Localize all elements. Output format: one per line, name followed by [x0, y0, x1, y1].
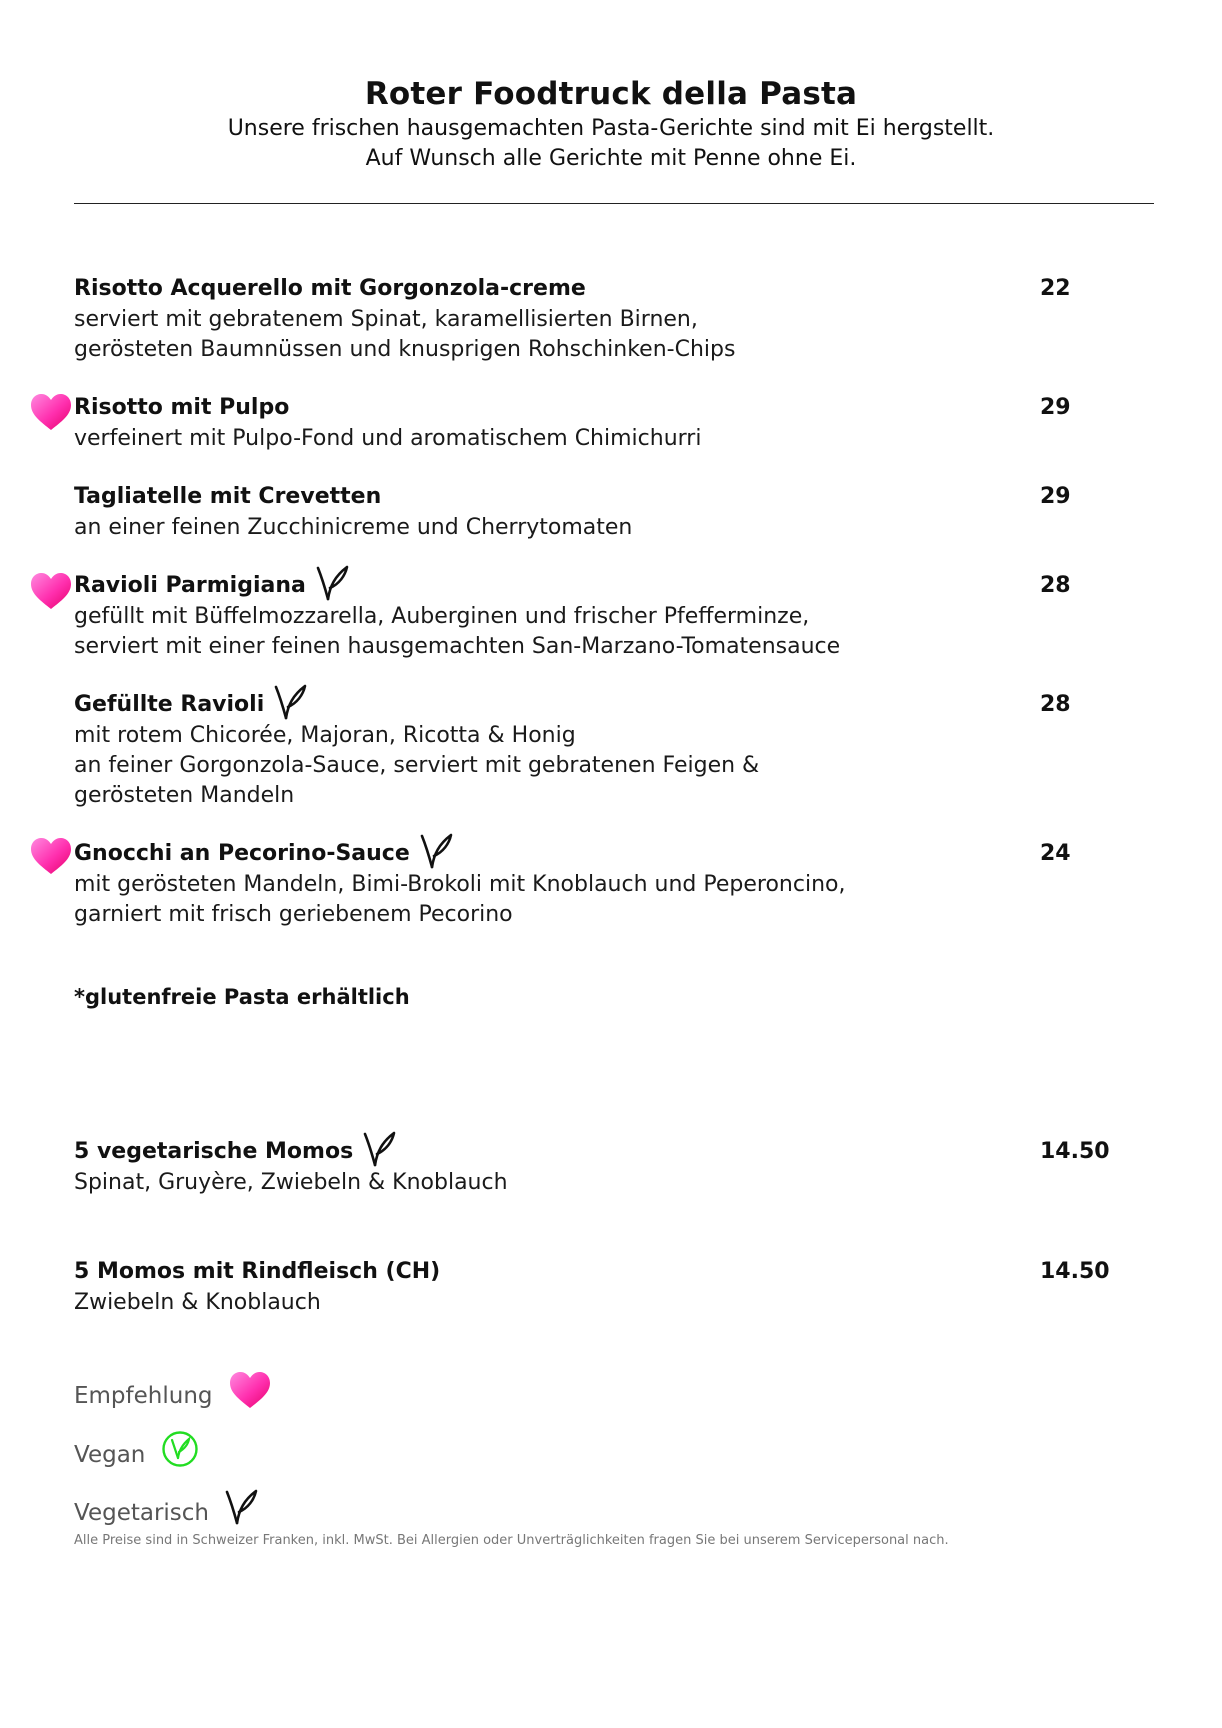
dish-price: 28 — [1040, 692, 1071, 717]
dish-description: verfeinert mit Pulpo-Fond und aromatischem Chimichurri — [74, 426, 702, 451]
dish-price: 24 — [1040, 841, 1071, 866]
menu-item — [74, 570, 1104, 662]
dish-description: mit gerösteten Mandeln, Bimi-Brokoli mit Knoblauch und Peperoncino, — [74, 872, 846, 897]
heart-icon — [29, 571, 73, 611]
vegetarian-leaf-icon — [224, 1488, 260, 1537]
vegetarian-leaf-icon — [315, 564, 351, 602]
heart-icon — [228, 1370, 272, 1421]
dish-price: 28 — [1040, 573, 1071, 598]
legend-label: Empfehlung — [74, 1382, 213, 1409]
header-divider — [74, 203, 1154, 204]
menu-header — [0, 74, 1222, 174]
vegetarian-leaf-icon — [362, 1130, 398, 1168]
legend-label: Vegetarisch — [74, 1499, 210, 1526]
menu-item — [74, 481, 1104, 543]
subtitle-line-1: Unsere frischen hausgemachten Pasta-Gerichte sind mit Ei hergstellt. — [227, 116, 995, 141]
legend-label: Vegan — [74, 1441, 146, 1468]
menu-item — [74, 1136, 1110, 1198]
vegetarian-leaf-icon — [419, 832, 455, 870]
menu-item — [74, 392, 1104, 454]
page-title: Roter Foodtruck della Pasta — [364, 76, 858, 112]
dish-price: 14.50 — [1040, 1139, 1110, 1164]
dish-price: 22 — [1040, 276, 1071, 301]
menu-item — [74, 838, 1104, 930]
dish-name: Tagliatelle mit Crevetten — [74, 484, 382, 509]
dish-name: 5 vegetarische Momos — [74, 1139, 354, 1164]
dish-name: Risotto Acquerello mit Gorgonzola-creme — [74, 276, 586, 301]
dish-price: 29 — [1040, 395, 1071, 420]
dish-description: gerösteten Baumnüssen und knusprigen Rohschinken-Chips — [74, 337, 736, 362]
legend-vegan — [74, 1430, 199, 1479]
dish-description: gerösteten Mandeln — [74, 783, 295, 808]
dish-name: Gnocchi an Pecorino-Sauce — [74, 841, 410, 866]
price-disclaimer: Alle Preise sind in Schweizer Franken, inkl. MwSt. Bei Allergien oder Unverträglichkeiten fragen Sie bei unserem Servicepersonal nach. — [74, 1533, 949, 1548]
menu-item — [74, 689, 1104, 811]
dish-description: garniert mit frisch geriebenem Pecorino — [74, 902, 513, 927]
menu-item — [74, 1256, 1110, 1318]
dish-name: Ravioli Parmigiana — [74, 573, 306, 598]
dish-description: mit rotem Chicorée, Majoran, Ricotta & Honig — [74, 723, 576, 748]
dish-name: Risotto mit Pulpo — [74, 395, 290, 420]
legend-recommendation — [74, 1370, 272, 1421]
legend-vegetarian — [74, 1488, 260, 1537]
heart-icon — [29, 392, 73, 432]
dish-description: serviert mit einer feinen hausgemachten San-Marzano-Tomatensauce — [74, 634, 841, 659]
dish-description: gefüllt mit Büffelmozzarella, Auberginen und frischer Pfefferminze, — [74, 604, 810, 629]
dish-name: 5 Momos mit Rindfleisch (CH) — [74, 1259, 441, 1284]
dish-description: Zwiebeln & Knoblauch — [74, 1290, 321, 1315]
vegan-leaf-icon — [161, 1430, 199, 1479]
heart-icon — [29, 836, 73, 876]
dish-description: an einer feinen Zucchinicreme und Cherrytomaten — [74, 515, 633, 540]
dish-description: an feiner Gorgonzola-Sauce, serviert mit gebratenen Feigen & — [74, 753, 760, 778]
dish-description: serviert mit gebratenem Spinat, karamellisierten Birnen, — [74, 307, 698, 332]
dish-price: 14.50 — [1040, 1259, 1110, 1284]
gluten-free-note: *glutenfreie Pasta erhältlich — [74, 985, 410, 1009]
dish-price: 29 — [1040, 484, 1071, 509]
dish-description: Spinat, Gruyère, Zwiebeln & Knoblauch — [74, 1170, 508, 1195]
subtitle-line-2: Auf Wunsch alle Gerichte mit Penne ohne Ei. — [365, 146, 857, 171]
dish-name: Gefüllte Ravioli — [74, 692, 265, 717]
vegetarian-leaf-icon — [273, 683, 309, 721]
menu-item — [74, 273, 1104, 365]
